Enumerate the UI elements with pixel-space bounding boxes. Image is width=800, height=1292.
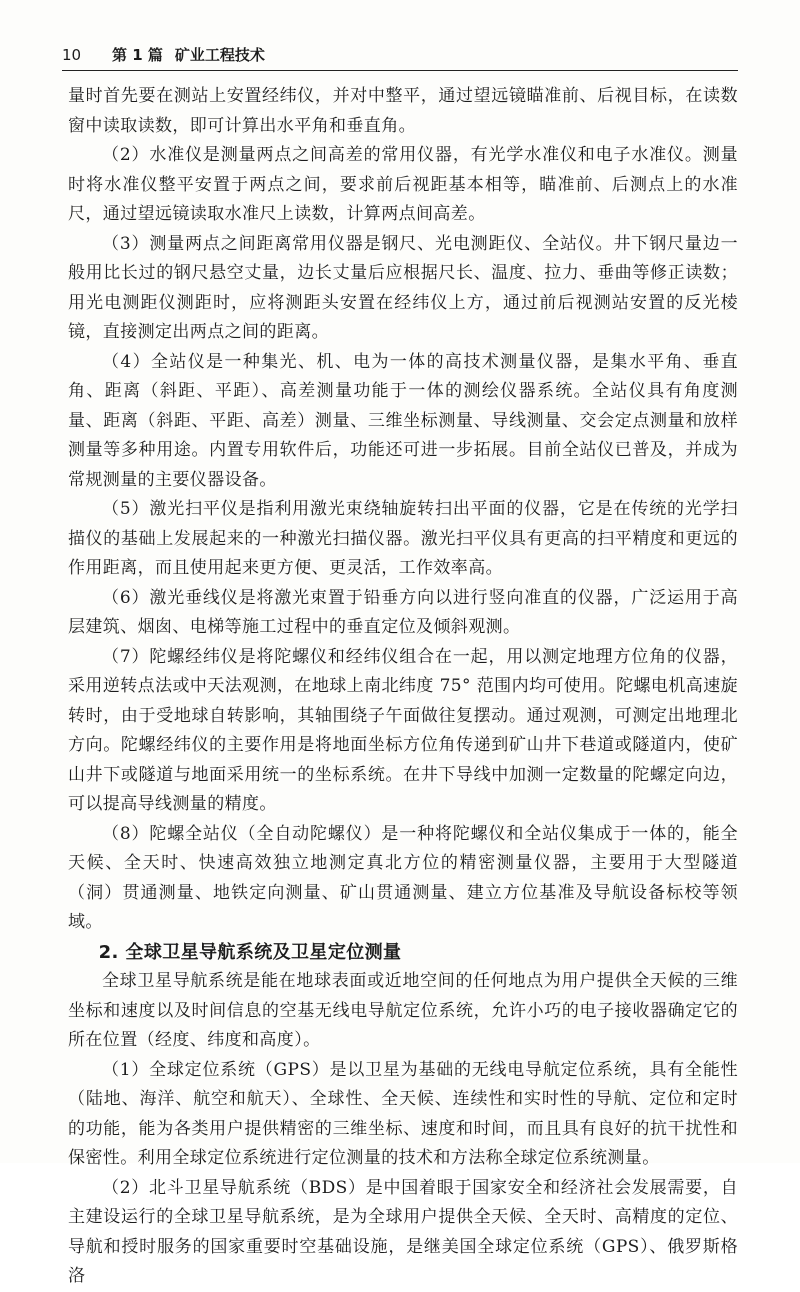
paragraph-laser-plumb: （6）激光垂线仪是将激光束置于铅垂方向以进行竖向准直的仪器，广泛运用于高层建筑、烟囱、电梯等施工过程中的垂直定位及倾斜观测。 bbox=[68, 587, 738, 637]
paragraph-laser-scanner: （5）激光扫平仪是指利用激光束绕轴旋转扫出平面的仪器，它是在传统的光学扫描仪的基础上发展起来的一种激光扫描仪器。激光扫平仪具有更高的扫平精度和更远的作用距离，而且使用起来更方便、更灵活，工作效率高。 bbox=[68, 499, 738, 578]
paragraph-gyro-total-station: （8）陀螺全站仪（全自动陀螺仪）是一种将陀螺仪和全站仪集成于一体的，能全天候、全天时、快速高效独立地测定真北方位的精密测量仪器，主要用于大型隧道（洞）贯通测量、地铁定向测量、矿山贯通测量、建立方位基准及导航设备标校等领域。 bbox=[68, 823, 738, 932]
part-label: 第 1 篇 bbox=[112, 46, 163, 64]
page-header bbox=[62, 40, 738, 70]
page-number: 10 bbox=[62, 46, 82, 64]
paragraph-continuation: 量时首先要在测站上安置经纬仪，并对中整平，通过望远镜瞄准前、后视目标，在读数窗中读取读数，即可计算出水平角和垂直角。 bbox=[68, 86, 738, 136]
paragraph-distance-measurement: （3）测量两点之间距离常用仪器是钢尺、光电测距仪、全站仪。井下钢尺量边一般用比长过的钢尺悬空丈量，边长丈量后应根据尺长、温度、拉力、垂曲等修正读数；用光电测距仪测距时，应将测距头安置在经纬仪上方，通过前后视测站安置的反光棱镜，直接测定出两点之间的距离。 bbox=[68, 233, 738, 342]
paragraph-gnss-intro: 全球卫星导航系统是能在地球表面或近地空间的任何地点为用户提供全天候的三维坐标和速度以及时间信息的空基无线电导航定位系统，允许小巧的电子接收器确定它的所在位置（经度、纬度和高度）。 bbox=[68, 971, 738, 1050]
paragraph-beidou: （2）北斗卫星导航系统（BDS）是中国着眼于国家安全和经济社会发展需要，自主建设运行的全球卫星导航系统，是为全球用户提供全天候、全天时、高精度的定位、导航和授时服务的国家重要时空基础设施，是继美国全球定位系统（GPS）、俄罗斯格洛 bbox=[68, 1177, 738, 1286]
book-title: 矿业工程技术 bbox=[174, 46, 265, 64]
paragraph-total-station: （4）全站仪是一种集光、机、电为一体的高技术测量仪器，是集水平角、垂直角、距离（斜距、平距）、高差测量功能于一体的测绘仪器系统。全站仪具有角度测量、距离（斜距、平距、高差）测量、三维坐标测量、导线测量、交会定点测量和放样测量等多种用途。内置专用软件后，功能还可进一步拓展。目前全站仪已普及，并成为常规测量的主要仪器设备。 bbox=[68, 351, 738, 490]
paragraph-leveling-instrument: （2）水准仪是测量两点之间高差的常用仪器，有光学水准仪和电子水准仪。测量时将水准仪整平安置于两点之间，要求前后视距基本相等，瞄准前、后测点上的水准尺，通过望远镜读取水准尺上读数，计算两点间高差。 bbox=[68, 145, 738, 224]
paragraph-gyro-theodolite: （7）陀螺经纬仪是将陀螺仪和经纬仪组合在一起，用以测定地理方位角的仪器，采用逆转点法或中天法观测，在地球上南北纬度 75° 范围内均可使用。陀螺电机高速旋转时，由于受地球自转影响，其轴围绕子午面做往复摆动。通过观测，可测定出地理北方向。陀螺经纬仪的主要作用是将地面坐标方位角传递到矿山井下巷道或隧道内，使矿山井下或隧道与地面采用统一的坐标系统。在井下导线中加测一定数量的陀螺定向边，可以提高导线测量的精度。 bbox=[68, 646, 738, 814]
section-heading: 2. 全球卫星导航系统及卫星定位测量 bbox=[98, 941, 402, 963]
header-rule bbox=[62, 70, 738, 71]
body-text bbox=[68, 82, 738, 1292]
paragraph-gps: （1）全球定位系统（GPS）是以卫星为基础的无线电导航定位系统，具有全能性（陆地、海洋、航空和航天）、全球性、全天候、连续性和实时性的导航、定位和定时的功能，能为各类用户提供精密的三维坐标、速度和时间，而且具有良好的抗干扰性和保密性。利用全球定位系统进行定位测量的技术和方法称全球定位系统测量。 bbox=[68, 1059, 738, 1168]
